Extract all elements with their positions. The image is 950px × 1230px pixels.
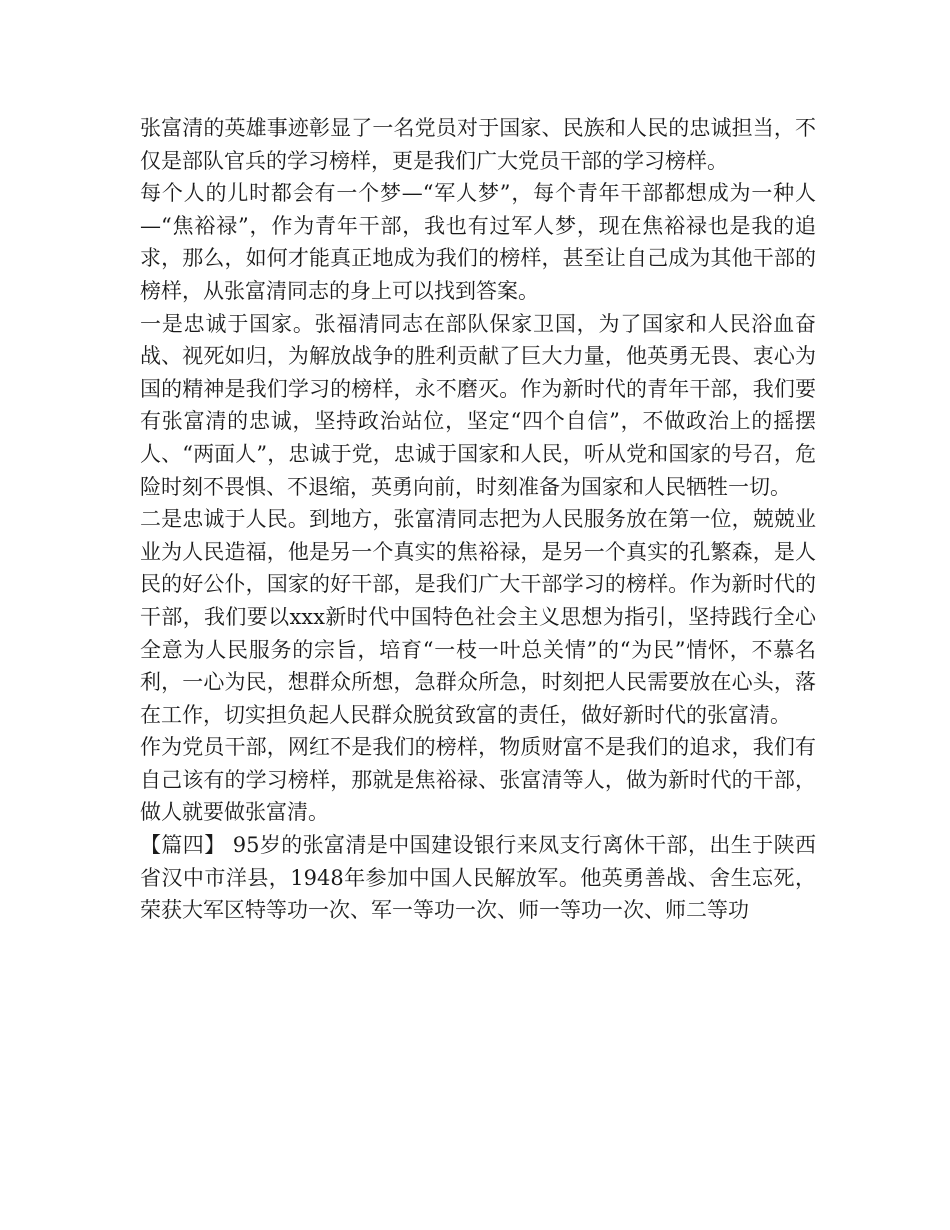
- document-body: [140, 112, 816, 927]
- paragraph-intro: 张富清的英雄事迹彰显了一名党员对于国家、民族和人民的忠诚担当，不仅是部队官兵的学习榜样，更是我们广大党员干部的学习榜样。: [140, 116, 816, 173]
- paragraph-loyal-to-country: 一是忠诚于国家。张福清同志在部队保家卫国，为了国家和人民浴血奋战、视死如归，为解放战争的胜利贡献了巨大力量，他英勇无畏、衷心为国的精神是我们学习的榜样，永不磨灭。作为新时代的青年干部，我们要有张富清的忠诚，坚持政治站位，坚定“四个自信”，不做政治上的摇摆人、“两面人”，忠诚于党，忠诚于国家和人民，听从党和国家的号召，危险时刻不畏惧、不退缩，英勇向前，时刻准备为国家和人民牺牲一切。: [140, 311, 816, 499]
- paragraph-dream: 每个人的儿时都会有一个梦—“军人梦”，每个青年干部都想成为一种人—“焦裕禄”，作为青年干部，我也有过军人梦，现在焦裕禄也是我的追求，那么，如何才能真正地成为我们的榜样，甚至让自己成为其他干部的榜样，从张富清同志的身上可以找到答案。: [140, 181, 816, 303]
- paragraph-chapter-four: 【篇四】 95岁的张富清是中国建设银行来凤支行离休干部，出生于陕西省汉中市洋县，1948年参加中国人民解放军。他英勇善战、舍生忘死，荣获大军区特等功一次、军一等功一次、师一等功一次、师二等功: [140, 833, 816, 923]
- paragraph-role-model: 作为党员干部，网红不是我们的榜样，物质财富不是我们的追求，我们有自己该有的学习榜样，那就是焦裕禄、张富清等人，做为新时代的干部，做人就要做张富清。: [140, 735, 816, 825]
- paragraph-loyal-to-people: 二是忠诚于人民。到地方，张富清同志把为人民服务放在第一位，兢兢业业为人民造福，他是另一个真实的焦裕禄，是另一个真实的孔繁森，是人民的好公仆，国家的好干部，是我们广大干部学习的榜样。作为新时代的干部，我们要以xxx新时代中国特色社会主义思想为指引，坚持践行全心全意为人民服务的宗旨，培育“一枝一叶总关情”的“为民”情怀，不慕名利，一心为民，想群众所想，急群众所急，时刻把人民需要放在心头，落在工作，切实担负起人民群众脱贫致富的责任，做好新时代的张富清。: [140, 507, 816, 727]
